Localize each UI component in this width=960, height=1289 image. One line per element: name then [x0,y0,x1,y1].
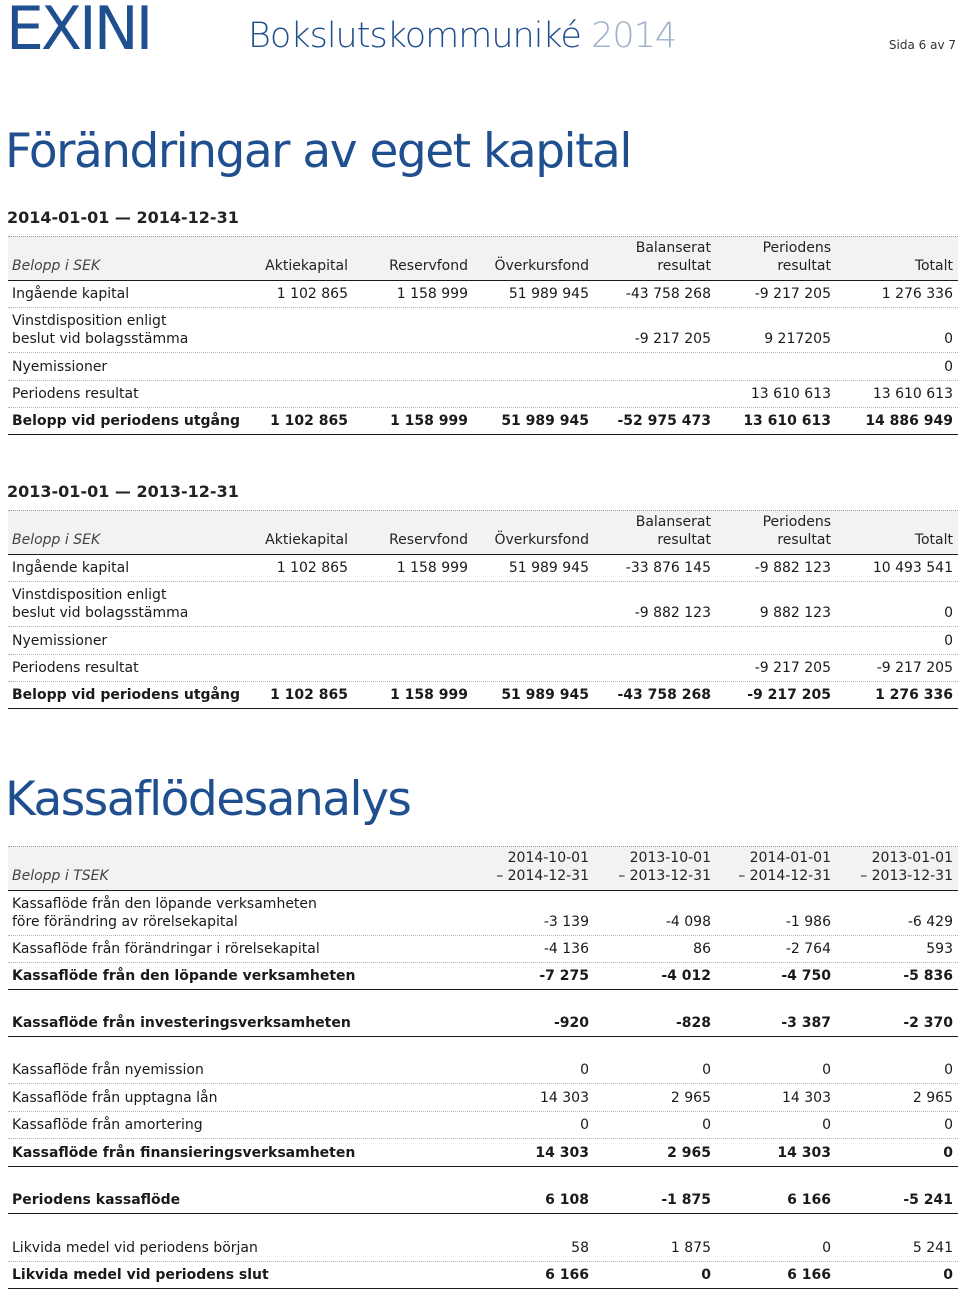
table-cell: 0 [944,1062,953,1078]
column-header-line: Balanserat resultat [635,240,711,274]
column-header: 2013-01-01 – 2013-12-31 [860,850,953,884]
table-cell: -4 750 [781,968,831,984]
table-cell: -4 136 [543,941,589,957]
unit-header: Belopp i SEK [12,532,101,548]
table-row [8,627,958,655]
table-row-subtotal [8,963,958,990]
column-header [636,513,711,549]
row-label: Ingående kapital [12,560,130,576]
table-cell: -9 217 205 [754,286,831,302]
table-row [8,1112,958,1139]
table-cell: 58 [571,1240,589,1256]
column-header: Reservfond [389,532,468,548]
table-cell: 0 [822,1240,831,1256]
row-label: Nyemissioner [12,359,108,375]
table-cell: 1 276 336 [875,687,953,703]
table-cell: 1 158 999 [396,560,468,576]
table-cell: -9 882 123 [754,560,831,576]
period-heading: 2014-01-01 — 2014-12-31 [7,208,239,227]
column-header: Reservfond [389,258,468,274]
document-title-text: Bokslutskommuniké [248,16,581,56]
company-logo: EXINI [6,0,151,64]
table-cell: 1 102 865 [276,560,348,576]
column-header-line: Periodens resultat [762,514,831,548]
table-cell: -9 217 205 [876,660,953,676]
table-row [8,308,958,353]
table-cell: -9 217 205 [754,660,831,676]
table-cell: 14 303 [782,1090,831,1106]
table-cell: 1 276 336 [881,286,953,302]
table-cell: 6 166 [787,1267,831,1283]
table-cell: -2 370 [903,1015,953,1031]
column-header-line: Periodens resultat [762,240,831,274]
table-row-total [8,1262,958,1289]
table-header-row [8,846,958,891]
row-label: Kassaflöde från upptagna lån [12,1090,218,1106]
row-label: Nyemissioner [12,633,108,649]
row-label: Vinstdisposition enligt beslut vid bolagsstämma [12,587,189,621]
column-header: Överkursfond [494,532,589,548]
table-cell: 0 [944,331,953,347]
table-row [8,582,958,627]
table-cell: 0 [944,359,953,375]
table-cell: 593 [926,941,953,957]
table-cell: 6 166 [787,1192,831,1208]
table-cell: 1 158 999 [396,286,468,302]
table-cell: 51 989 945 [508,560,589,576]
page-number: Sida 6 av 7 [888,38,956,52]
table-row [8,936,958,963]
table-cell: 0 [702,1117,711,1133]
table-cell: 14 886 949 [865,413,953,429]
table-row [8,281,958,308]
table-cell: 0 [822,1117,831,1133]
table-cell: -6 429 [907,914,953,930]
table-cell: -920 [553,1015,589,1031]
table-cell: -33 876 145 [625,560,711,576]
table-cell: 10 493 541 [872,560,953,576]
table-cell: 0 [580,1117,589,1133]
table-row-total [8,682,958,709]
table-cell: 5 241 [912,1240,953,1256]
table-row [8,555,958,582]
table-row [8,1214,958,1262]
row-label: Kassaflöde från förändringar i rörelsekapital [12,941,320,957]
table-cell: 1 102 865 [276,286,348,302]
table-cell: 6 108 [545,1192,589,1208]
row-label: Likvida medel vid periodens början [12,1240,258,1256]
document-year: 2014 [591,16,677,56]
table-row [8,891,958,936]
table-cell: 51 989 945 [501,413,589,429]
unit-header: Belopp i SEK [12,258,101,274]
table-cell: 1 102 865 [270,687,348,703]
document-title [248,14,676,58]
column-header-line: Balanserat resultat [635,514,711,548]
table-cell: -2 764 [785,941,831,957]
row-label: Kassaflöde från den löpande verksamheten före förändring av rörelsekapital [12,896,317,930]
row-label: Periodens kassaflöde [12,1192,181,1208]
table-row [8,655,958,682]
table-cell: -43 758 268 [625,286,711,302]
column-header: Aktiekapital [265,258,348,274]
table-cell: 9 882 123 [759,605,831,621]
row-label: Kassaflöde från amortering [12,1117,203,1133]
row-label: Periodens resultat [12,660,139,676]
table-cell: 0 [580,1062,589,1078]
table-cell: 6 166 [545,1267,589,1283]
table-cell: 0 [701,1267,711,1283]
row-label: Kassaflöde från den löpande verksamheten [12,968,356,984]
row-label: Ingående kapital [12,286,130,302]
row-label: Vinstdisposition enligt beslut vid bolagsstämma [12,313,189,347]
table-cell: 1 102 865 [270,413,348,429]
table-cell: 14 303 [535,1145,589,1161]
cashflow-table [8,846,958,1289]
table-row-total [8,408,958,435]
table-header-row [8,510,958,555]
table-cell: -5 241 [903,1192,953,1208]
table-cell: -9 217 205 [747,687,831,703]
table-cell: 2 965 [670,1090,711,1106]
column-header: Totalt [914,258,953,274]
table-cell: 0 [944,1117,953,1133]
table-cell: -52 975 473 [617,413,711,429]
table-row-subtotal [8,1139,958,1167]
column-header: 2013-10-01 – 2013-12-31 [618,850,711,884]
table-row [8,381,958,408]
table-cell: 14 303 [777,1145,831,1161]
table-cell: -828 [675,1015,711,1031]
row-label: Likvida medel vid periodens slut [12,1267,269,1283]
table-cell: 0 [702,1062,711,1078]
table-row [8,1037,958,1084]
table-cell: 0 [944,605,953,621]
row-label: Belopp vid periodens utgång [12,413,240,429]
table-row-subtotal [8,1167,958,1214]
table-cell: 13 610 613 [743,413,831,429]
column-header: Aktiekapital [265,532,348,548]
row-label: Kassaflöde från investeringsverksamheten [12,1015,351,1031]
table-cell: 0 [944,633,953,649]
table-cell: -1 875 [661,1192,711,1208]
table-cell: -3 387 [781,1015,831,1031]
table-cell: 2 965 [667,1145,711,1161]
row-label: Kassaflöde från finansieringsverksamheten [12,1145,356,1161]
table-cell: -43 758 268 [617,687,711,703]
table-cell: -3 139 [543,914,589,930]
column-header: 2014-01-01 – 2014-12-31 [738,850,831,884]
table-row [8,1084,958,1112]
row-label: Periodens resultat [12,386,139,402]
table-cell: 51 989 945 [501,687,589,703]
cashflow-section-title: Kassaflödesanalys [5,772,411,827]
column-header [636,239,711,275]
table-cell: -9 882 123 [634,605,711,621]
table-header-row [8,236,958,281]
page-header [0,0,960,62]
table-row-subtotal [8,990,958,1037]
table-cell: -9 217 205 [634,331,711,347]
table-cell: 2 965 [912,1090,953,1106]
table-cell: 86 [693,941,711,957]
table-cell: 9 217205 [764,331,831,347]
unit-header: Belopp i TSEK [12,868,109,884]
row-label: Belopp vid periodens utgång [12,687,240,703]
table-cell: -4 098 [665,914,711,930]
period-heading: 2013-01-01 — 2013-12-31 [7,482,239,501]
table-cell: 13 610 613 [872,386,953,402]
table-cell: 0 [943,1267,953,1283]
row-label: Kassaflöde från nyemission [12,1062,204,1078]
column-header: 2014-10-01 – 2014-12-31 [496,850,589,884]
table-cell: 1 158 999 [390,413,468,429]
table-cell: 1 875 [670,1240,711,1256]
column-header: Överkursfond [494,258,589,274]
table-cell: 14 303 [540,1090,589,1106]
table-cell: -7 275 [539,968,589,984]
table-row [8,353,958,381]
equity-section-title: Förändringar av eget kapital [5,124,631,179]
table-cell: -4 012 [661,968,711,984]
equity-table-2013 [8,510,958,709]
column-header [763,239,831,275]
table-cell: 1 158 999 [390,687,468,703]
equity-table-2014 [8,236,958,435]
table-cell: 0 [943,1145,953,1161]
table-cell: 0 [822,1062,831,1078]
column-header [763,513,831,549]
table-cell: -5 836 [903,968,953,984]
table-cell: 51 989 945 [508,286,589,302]
table-cell: 13 610 613 [750,386,831,402]
column-header: Totalt [914,532,953,548]
table-cell: -1 986 [785,914,831,930]
